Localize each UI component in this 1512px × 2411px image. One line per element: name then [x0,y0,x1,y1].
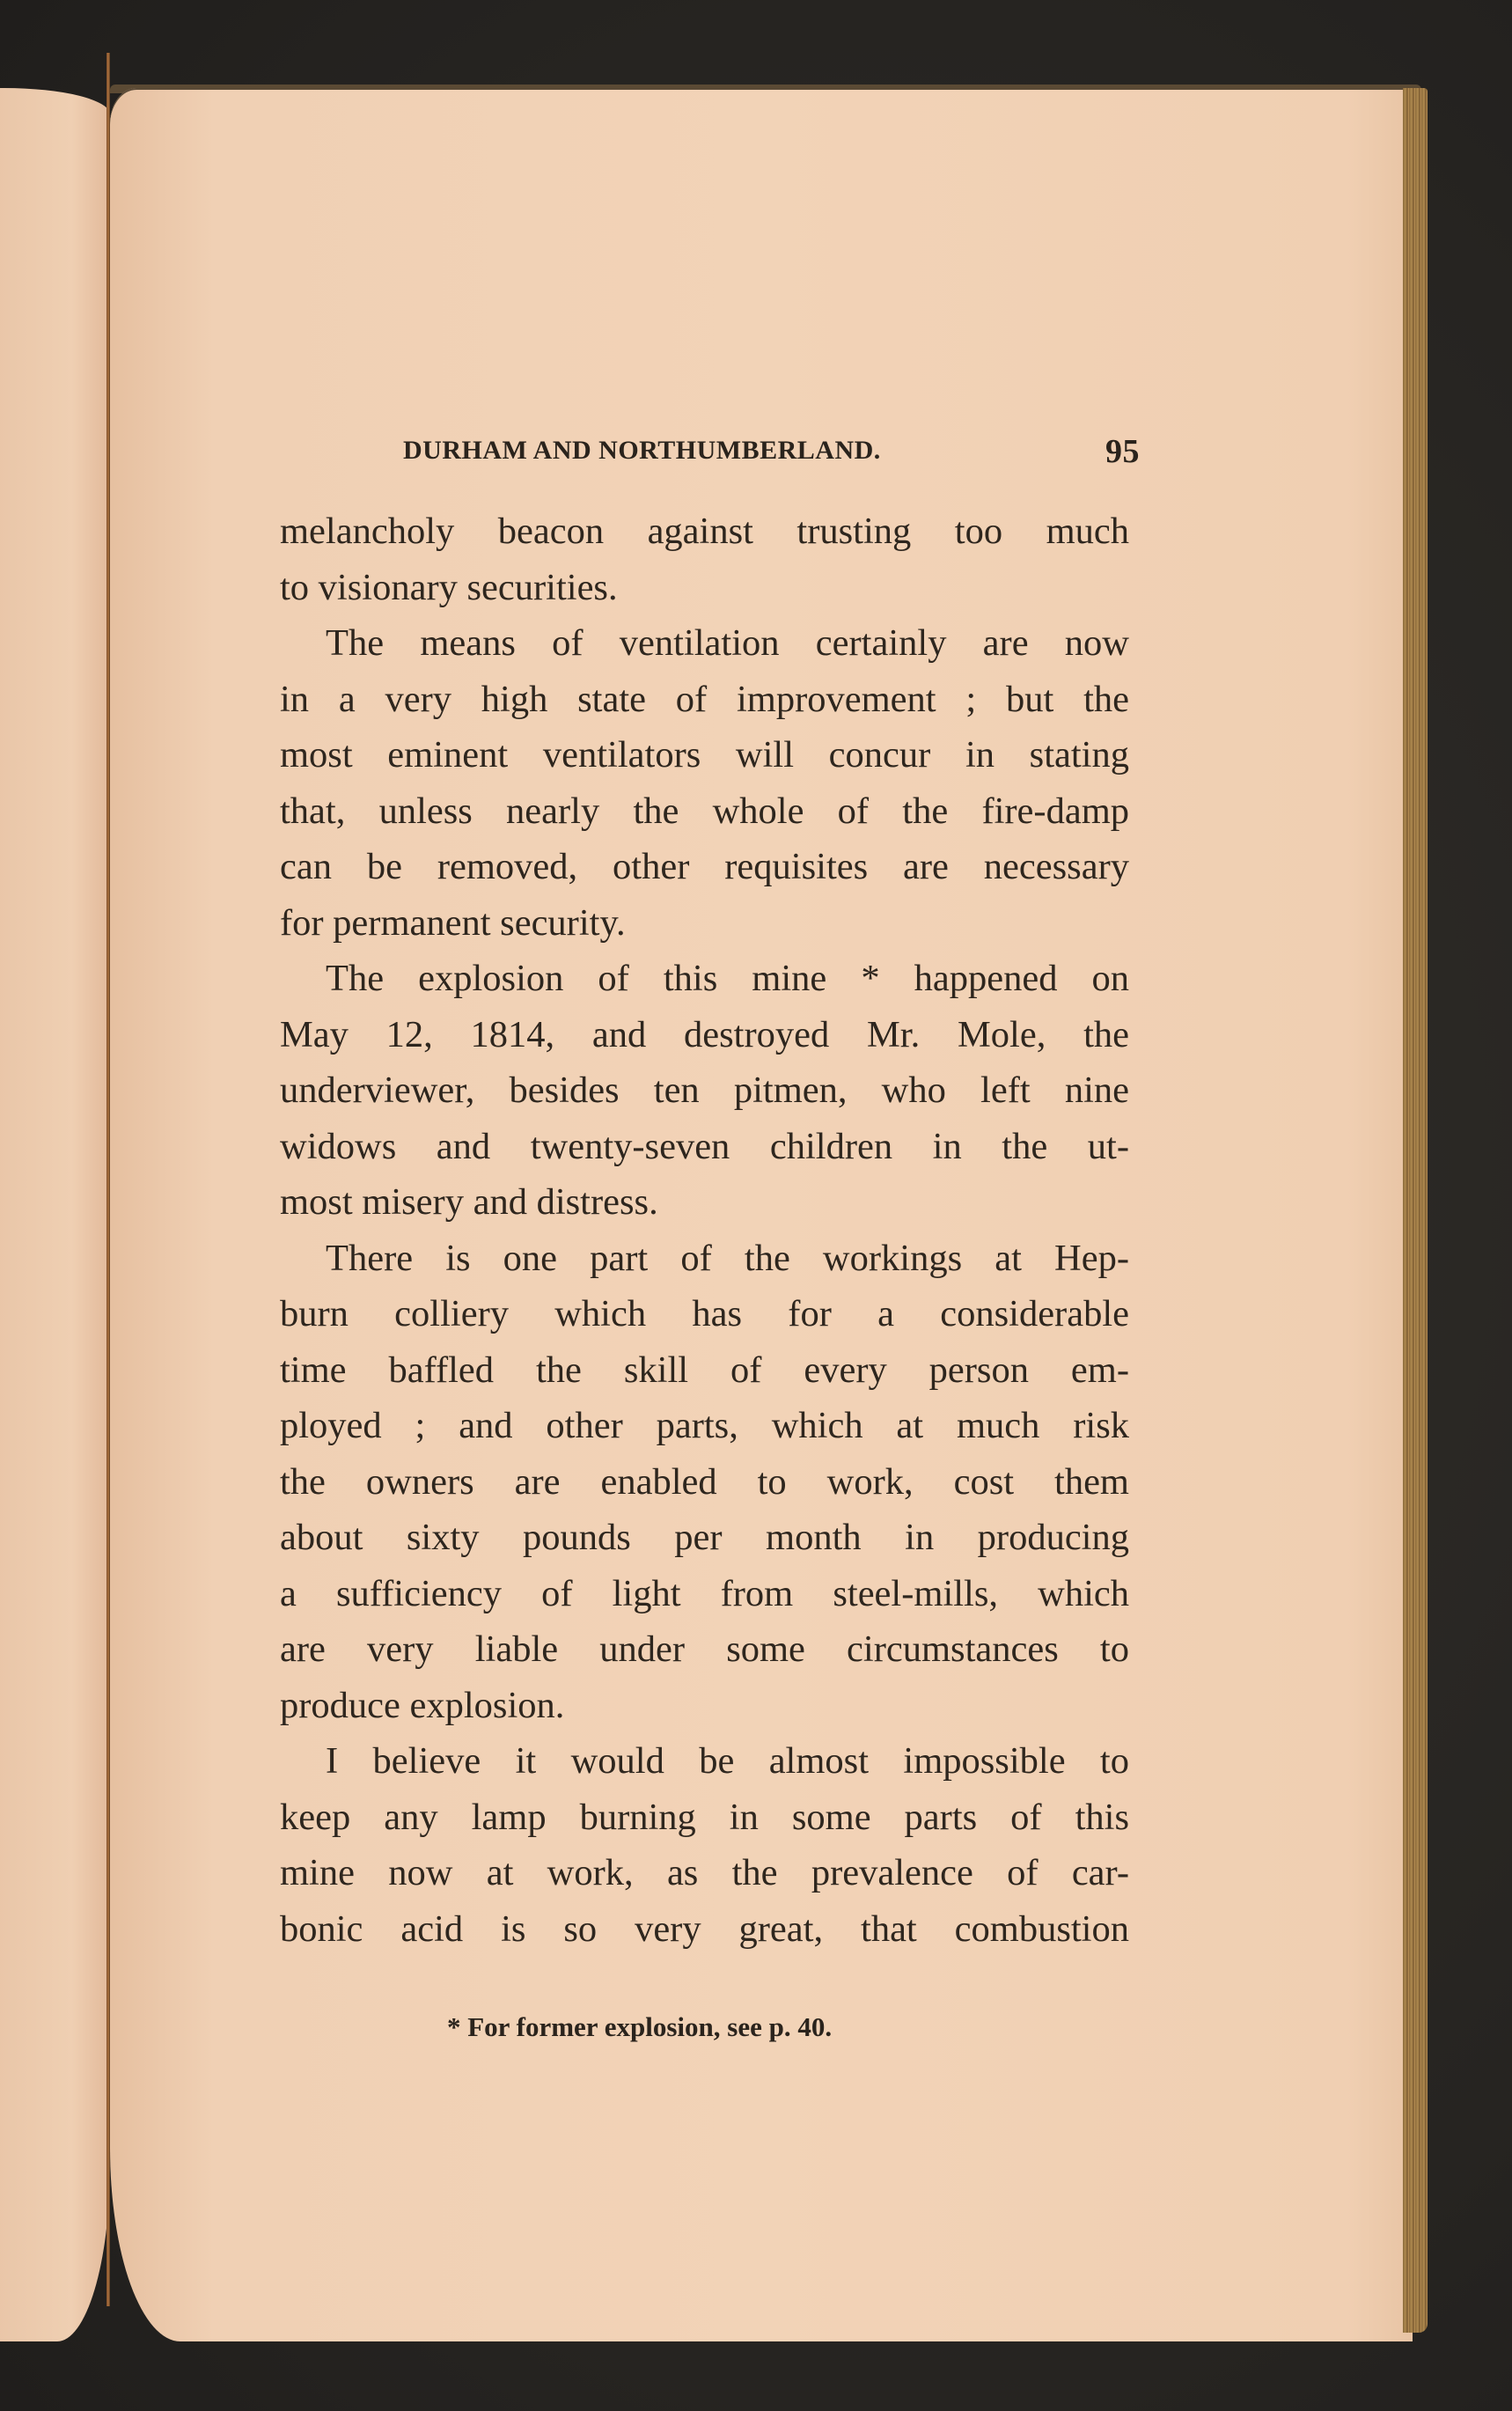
text-line: burn colliery which has for a considerable [280,1293,1129,1334]
text-line: for permanent security. [280,901,626,944]
paragraph [280,504,1129,615]
text-line: most misery and distress. [280,1181,658,1223]
text-line: about sixty pounds per month in producing [280,1517,1129,1558]
body-text [280,504,1129,1957]
text-line: can be removed, other requisites are necessary [280,846,1129,887]
text-line: the owners are enabled to work, cost them [280,1460,1129,1503]
text-line: bonic acid is so very great, that combustion [280,1907,1129,1950]
text-line: keep any lamp burning in some parts of this [280,1796,1129,1838]
facing-page-edge [0,88,110,2341]
text-line: underviewer, besides ten pitmen, who left nine [280,1070,1129,1111]
text-line: ployed ; and other parts, which at much risk [280,1405,1129,1446]
text-line: are very liable under some circumstances to [280,1628,1129,1670]
page-fore-edge [1403,88,1428,2333]
text-line: The means of ventilation certainly are now [326,622,1129,664]
page-number: 95 [1105,433,1140,470]
paragraph [280,1231,1129,1734]
text-line: May 12, 1814, and destroyed Mr. Mole, the [280,1013,1129,1055]
text-line: melancholy beacon against trusting too much [280,511,1129,552]
running-head [403,433,1140,470]
text-line: There is one part of the workings at Hep- [326,1237,1129,1279]
paragraph [280,1733,1129,1957]
text-line: that, unless nearly the whole of the fire-damp [280,790,1129,832]
paragraph [280,615,1129,951]
text-line: The explosion of this mine * happened on [326,958,1129,999]
book-gutter [106,53,110,2306]
text-line: in a very high state of improvement ; but the [280,678,1129,720]
text-line: mine now at work, as the prevalence of car- [280,1852,1129,1893]
paragraph [280,951,1129,1231]
text-line: time baffled the skill of every person em- [280,1349,1129,1391]
text-line: most eminent ventilators will concur in stating [280,734,1129,775]
running-head-title: DURHAM AND NORTHUMBERLAND. [403,436,881,465]
text-line: widows and twenty-seven children in the ut- [280,1125,1129,1167]
text-line: produce explosion. [280,1684,565,1726]
text-line: to visionary securities. [280,566,618,608]
footnote: * For former explosion, see p. 40. [447,2011,833,2042]
text-line: I believe it would be almost impossible to [326,1740,1129,1782]
text-line: a sufficiency of light from steel-mills, which [280,1572,1129,1614]
